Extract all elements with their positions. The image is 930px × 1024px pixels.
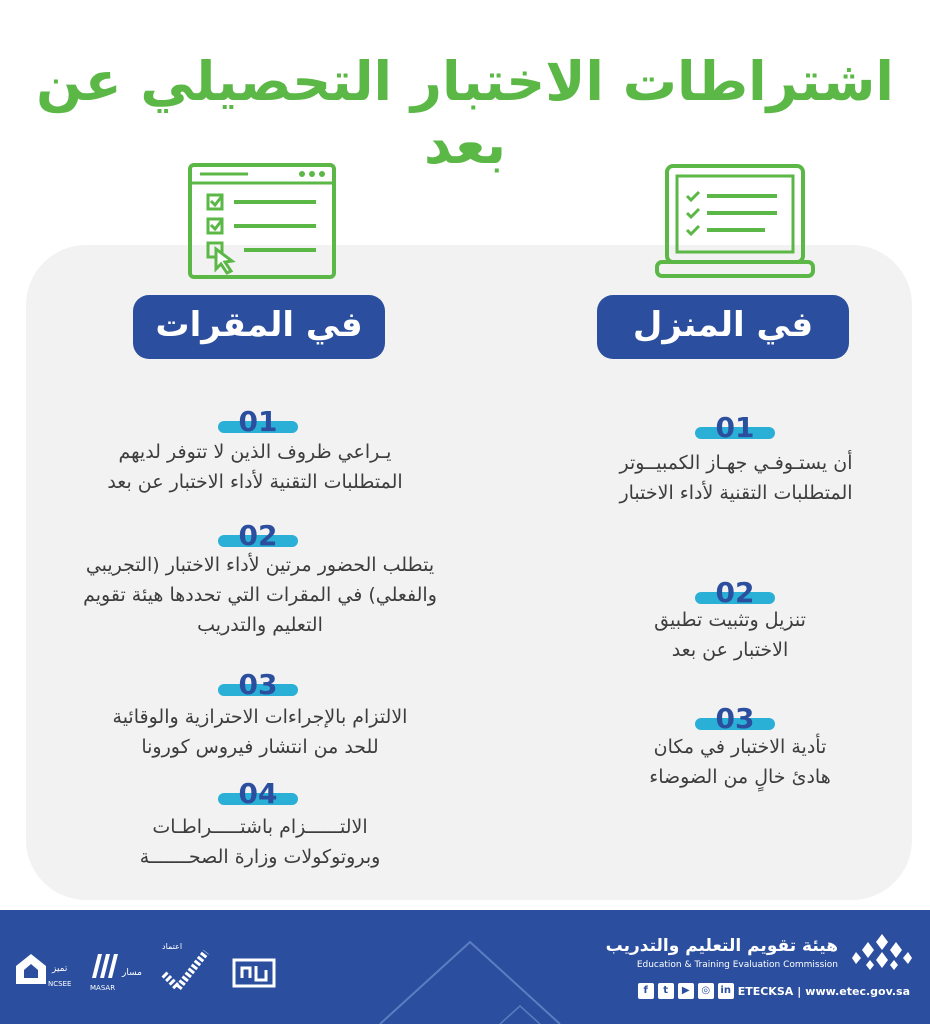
centers-item-2-number: 02 xyxy=(218,521,298,551)
home-item-1-number: 01 xyxy=(695,413,775,443)
masar-label: مسار xyxy=(122,968,142,978)
twitter-icon[interactable]: t xyxy=(658,983,674,999)
footer xyxy=(0,910,930,1024)
home-item-3-text: تأدية الاختبار في مكان هادئ خالٍ من الضوضاء xyxy=(649,736,831,788)
laptop-checklist-icon xyxy=(655,163,815,281)
centers-item-3-text: الالتزام بالإجراءات الاحترازية والوقائية للحد من انتشار فيروس كورونا xyxy=(112,706,408,758)
centers-header: في المقرات xyxy=(133,295,385,359)
masar-logo-icon xyxy=(88,950,148,990)
centers-item-1-number: 01 xyxy=(218,407,298,437)
tamayuz-logo-icon xyxy=(14,952,74,992)
centers-item-1-text: يـراعي ظروف الذين لا تتوفر لديهم المتطلبات التقنية لأداء الاختبار عن بعد xyxy=(107,441,403,493)
qiyas-logo-icon xyxy=(232,958,276,990)
accreditation-logo-icon xyxy=(160,942,216,992)
page-title: اشتراطات الاختبار التحصيلي عن بعد xyxy=(36,50,894,176)
centers-item-4-number: 04 xyxy=(218,779,298,809)
tamayuz-label: تميز xyxy=(52,964,68,974)
youtube-icon[interactable]: ▶ xyxy=(678,983,694,999)
social-bar xyxy=(638,983,910,999)
social-handle[interactable]: ETECKSA xyxy=(737,984,794,998)
tamayuz-en-label: NCSEE xyxy=(48,980,72,988)
linkedin-icon[interactable]: in xyxy=(718,983,734,999)
org-name-english: Education & Training Evaluation Commission xyxy=(636,960,838,970)
centers-item-4-text: الالتــــــزام باشتـــــراطـات وبروتوكولات وزارة الصحـــــــة xyxy=(139,816,381,868)
home-item-1-text: أن يستـوفـي جهـاز الكمبيــوتر المتطلبات التقنية لأداء الاختبار xyxy=(619,452,853,504)
browser-checklist-icon xyxy=(188,163,336,279)
centers-item-2-text: يتطلب الحضور مرتين لأداء الاختبار (التجريبي والفعلي) في المقرات التي تحددها هيئة تقويم التعليم والتدريب xyxy=(83,554,437,636)
separator: | xyxy=(797,984,802,998)
centers-item-3-number: 03 xyxy=(218,670,298,700)
home-item-2-text: تنزيل وتثبيت تطبيق الاختبار عن بعد xyxy=(654,609,806,661)
home-item-2-number: 02 xyxy=(695,578,775,608)
home-header: في المنزل xyxy=(597,295,849,359)
etec-logo-icon xyxy=(852,932,912,972)
masar-en-label: MASAR xyxy=(90,984,116,992)
home-item-3-number: 03 xyxy=(695,704,775,734)
accreditation-label: اعتماد xyxy=(162,942,183,951)
instagram-icon[interactable]: ◎ xyxy=(698,983,714,999)
website-link[interactable]: www.etec.gov.sa xyxy=(805,984,910,998)
facebook-icon[interactable]: f xyxy=(638,983,654,999)
org-name-arabic: هيئة تقويم التعليم والتدريب xyxy=(605,936,838,956)
